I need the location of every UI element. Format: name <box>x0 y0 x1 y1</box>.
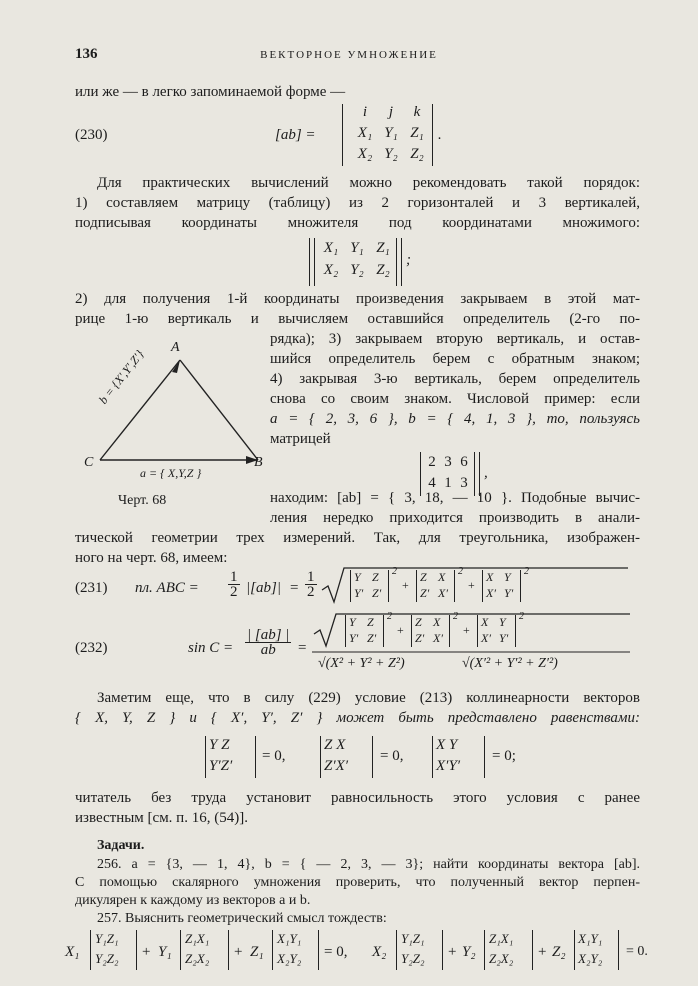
running-title: ВЕКТОРНОЕ УМНОЖЕНИЕ <box>260 49 438 61</box>
det-bar-left <box>342 104 343 166</box>
task-256-line-3: дикулярен к каждому из векторов a и b. <box>75 893 311 908</box>
label-b: b = {X′,Y′,Z′} <box>96 347 147 407</box>
vertex-b: B <box>254 455 263 470</box>
para5-line-1: читатель без труда установит равносильность этого условия с ранее <box>75 790 640 806</box>
vertex-c: C <box>84 455 94 470</box>
para2-side-5: a = { 2, 3, 6 }, b = { 4, 1, 3 }, то, пользуясь <box>270 411 640 427</box>
tasks-title: Задачи. <box>97 838 145 853</box>
para3-side-1: находим: [ab] = { 3, 18, — 10 }. Подобные вычис- <box>270 490 640 506</box>
para3-line-1: тической геометрии трех измерений. Так, для треугольника, изображен- <box>75 530 640 546</box>
page-number: 136 <box>75 46 98 62</box>
para2-side-2: шийся определитель берем с обратным знаком; <box>270 351 640 367</box>
para3-line-2: ного на черт. 68, имеем: <box>75 550 228 566</box>
para1-line-2: 1) составляем матрицу (таблицу) из 2 горизонталей и 3 вертикалей, <box>75 195 640 211</box>
figure-68 <box>80 338 270 493</box>
para4-line-1: Заметим еще, что в силу (229) условие (213) коллинеарности векторов <box>97 690 640 706</box>
para1-line-3: подписывая координаты множителя под координатами множимого: <box>75 215 640 231</box>
para2-side-3: 4) закрывая 3-ю вертикаль, берем определитель <box>270 371 640 387</box>
eq-number: (230) <box>75 127 108 143</box>
para2-line-1: 2) для получения 1-й координаты произведения закрываем в этой мат- <box>75 291 640 307</box>
label-a: a = { X,Y,Z } <box>140 466 202 480</box>
para2-line-2: рице 1-ю вертикаль и вычисляем оставшийся определитель (2-го по- <box>75 311 640 327</box>
para1-line-1: Для практических вычислений можно рекомендовать такой порядок: <box>97 175 640 191</box>
figure-caption: Черт. 68 <box>118 493 167 508</box>
para2-side-6: матрицей <box>270 431 331 447</box>
para3-side-2: ления нередко приходится производить в анали- <box>270 510 640 526</box>
para5-line-2: известным [см. п. 16, (54)]. <box>75 810 248 826</box>
para4-line-2: { X, Y, Z } и { X′, Y′, Z′ } может быть представлено равенствами: <box>75 710 640 726</box>
eq-tail: . <box>438 127 442 143</box>
det-bar-right <box>432 104 433 166</box>
task-256-line-1: 256. a = {3, — 1, 4}, b = { — 2, 3, — 3}; найти координаты вектора [ab]. <box>97 857 640 872</box>
para2-side-4: снова со своим знаком. Числовой пример: если <box>270 391 640 407</box>
eq-lhs: [ab] = <box>275 127 316 143</box>
sqrt-231 <box>320 566 630 606</box>
fraction-232 <box>312 612 632 684</box>
task-257: 257. Выяснить геометрический смысл тождеств: <box>97 911 387 926</box>
vertex-a: A <box>171 340 180 355</box>
para2-side-1: рядка); 3) закрываем вторую вертикаль, и остав- <box>270 331 640 347</box>
intro-line: или же — в легко запоминаемой форме — <box>75 84 346 100</box>
task-256-line-2: С помощью скалярного умножения проверить, что полученный вектор перпен- <box>75 875 640 890</box>
